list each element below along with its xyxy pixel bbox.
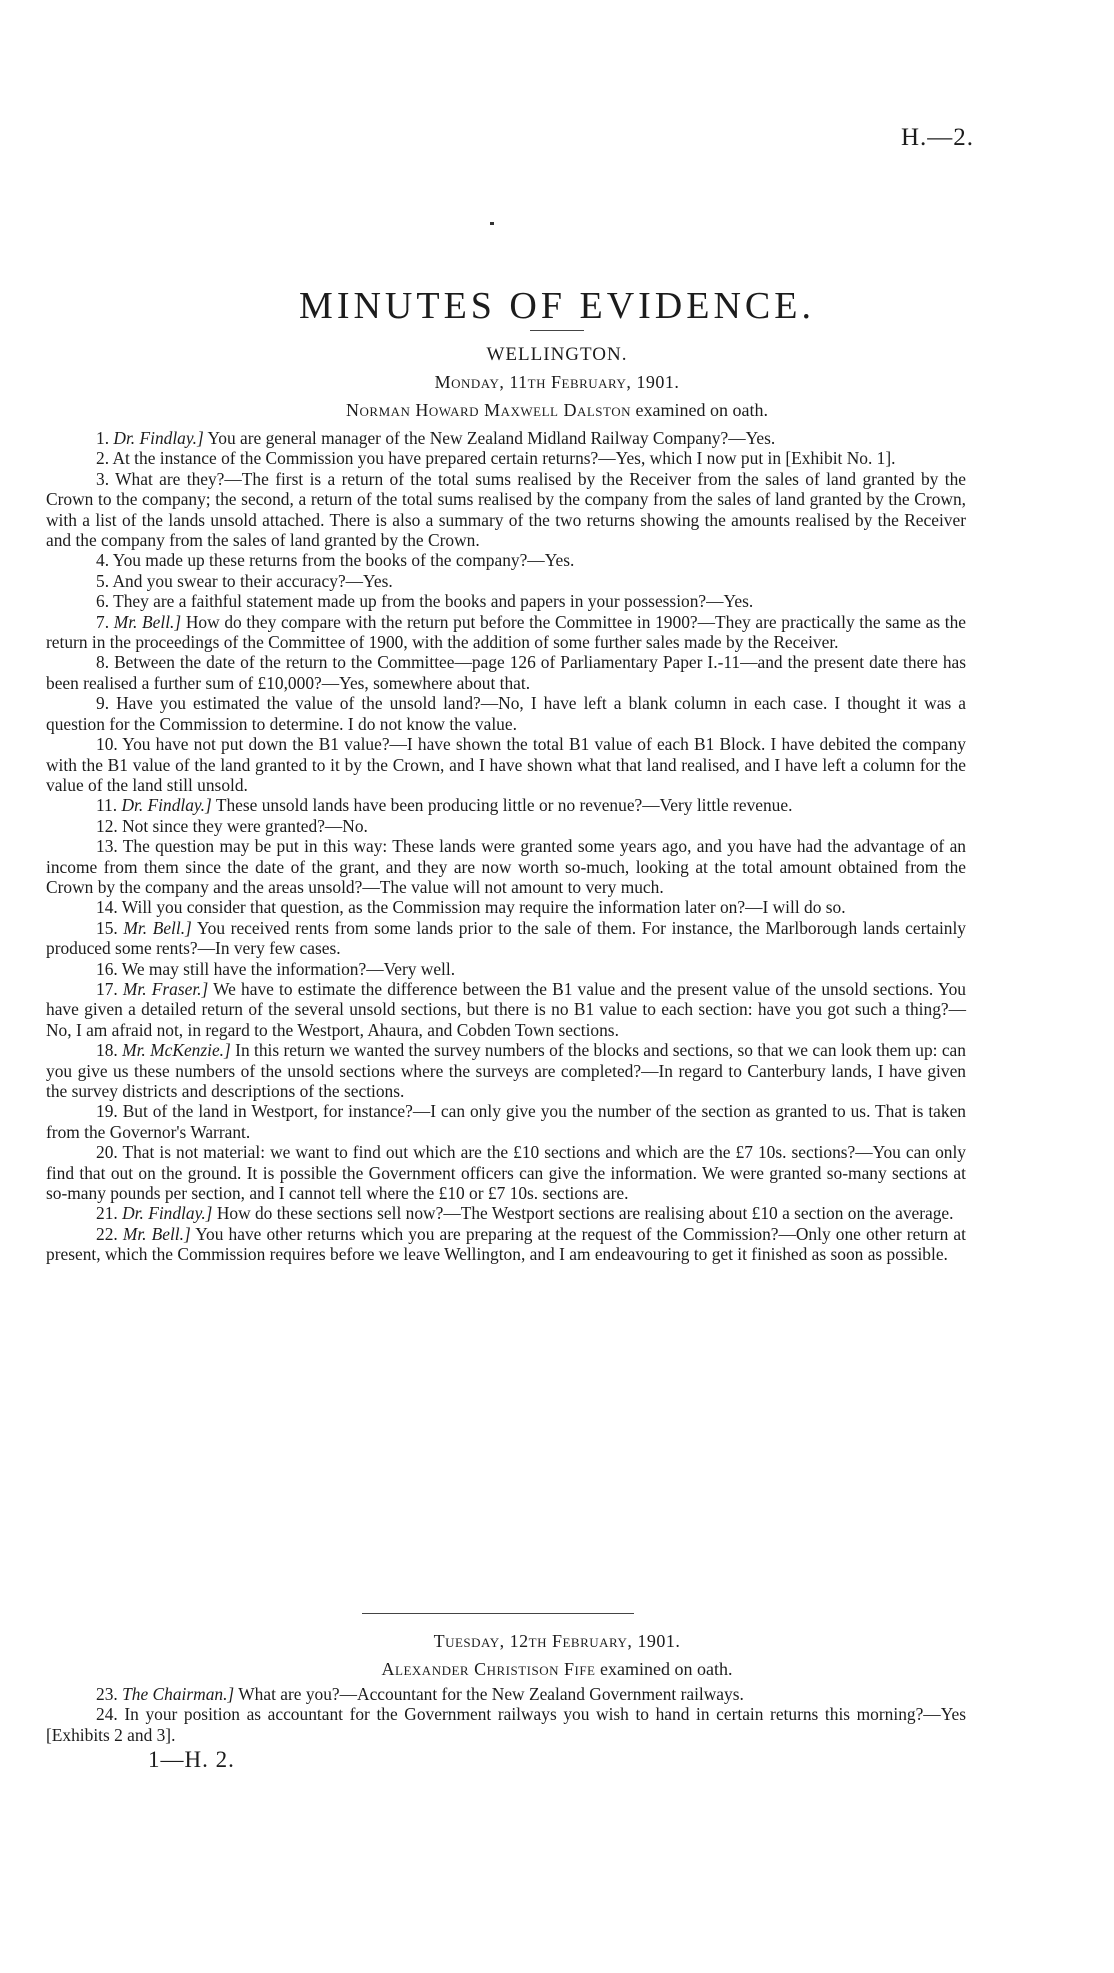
speaker-name: The Chairman.] — [122, 1684, 235, 1704]
evidence-paragraph — [46, 836, 966, 897]
witness-line — [0, 1659, 1114, 1680]
paragraph-text: We have to estimate the difference between the B1 value and the present value of the unsold sections. You have given a detailed return of the several unsold sections, but there is no B1 value to each section: have you got such a thing?—No, I am afraid not, in regard to the Westport, Ahaura, and Cobden Town sections. — [46, 978, 966, 1040]
question-number: 22. — [96, 1223, 118, 1244]
question-number: 19. — [96, 1101, 118, 1122]
evidence-paragraph — [46, 652, 966, 693]
place-heading: WELLINGTON. — [486, 344, 628, 365]
witness-suffix: examined on oath. — [600, 1659, 733, 1679]
section-divider — [362, 1613, 634, 1614]
paragraph-text: Have you estimated the value of the unsold land?—No, I have left a blank column in each case. I thought it was a question for the Commission to determine. I do not know the value. — [46, 693, 966, 734]
witness-line — [0, 400, 1114, 421]
witness-suffix: examined on oath. — [635, 400, 768, 420]
question-number: 9. — [96, 693, 110, 714]
question-number: 20. — [96, 1142, 118, 1163]
paragraph-text: How do these sections sell now?—The Westport sections are realising about £10 a section on the average. — [216, 1203, 954, 1224]
session-date: Tuesday, 12th February, 1901. — [433, 1631, 681, 1651]
paragraph-text: You are general manager of the New Zealand Midland Railway Company?—Yes. — [207, 428, 776, 448]
paragraph-text: You made up these returns from the books of the company?—Yes. — [112, 550, 575, 571]
speaker-name: Dr. Findlay.] — [121, 795, 212, 816]
speaker-name: Mr. Bell.] — [122, 1223, 191, 1244]
evidence-paragraph — [46, 428, 966, 448]
session-date: Monday, 11th February, 1901. — [434, 372, 680, 392]
ink-mark — [490, 222, 494, 225]
question-number: 14. — [96, 897, 118, 918]
evidence-paragraph — [46, 612, 966, 653]
speaker-name: Dr. Findlay.] — [113, 428, 204, 448]
evidence-paragraph — [46, 816, 966, 836]
evidence-paragraph — [46, 979, 966, 1040]
question-number: 15. — [96, 917, 118, 938]
question-number: 18. — [96, 1040, 118, 1061]
title-rule — [530, 330, 584, 331]
evidence-paragraph — [46, 693, 966, 734]
page-signature: 1—H. 2. — [148, 1747, 235, 1772]
speaker-name: Mr. Bell.] — [123, 917, 192, 938]
evidence-block — [46, 428, 966, 1265]
paragraph-text: Not since they were granted?—No. — [122, 815, 368, 836]
evidence-paragraph — [46, 591, 966, 611]
paragraph-text: You have not put down the B1 value?—I have shown the total B1 value of each B1 Block. I have debited the company with the B1 value of the land granted to it by the Crown, and I have shown what that land realised, and I have left a column for the value of the land still unsold. — [46, 734, 966, 795]
speaker-name: Mr. Fraser.] — [122, 978, 209, 999]
paragraph-text: That is not material: we want to find out which are the £10 sections and which are the £7 10s. sections?—You can only find that out on the ground. It is possible the Government officers can give the information. We were granted so-many sections at so-many pounds per section, and I cannot tell where the £10 or £7 10s. sections are. — [46, 1142, 966, 1204]
paragraph-text: How do they compare with the return put before the Committee in 1900?—They are practically the same as the return in the proceedings of the Committee of 1900, with the addition of some further sales made by the Receiver. — [46, 611, 966, 653]
paragraph-text: They are a faithful statement made up from the books and papers in your possession?—Yes. — [113, 591, 754, 612]
question-number: 21. — [96, 1203, 118, 1224]
evidence-paragraph — [46, 734, 966, 795]
question-number: 2. — [96, 448, 110, 469]
question-number: 1. — [96, 428, 110, 448]
evidence-paragraph — [46, 1224, 966, 1265]
evidence-paragraph — [46, 918, 966, 959]
question-number: 11. — [96, 795, 118, 816]
speaker-name: Mr. McKenzie.] — [122, 1040, 231, 1061]
evidence-paragraph — [46, 795, 966, 815]
question-number: 4. — [96, 550, 110, 571]
question-number: 17. — [96, 978, 118, 999]
evidence-paragraph — [46, 1142, 966, 1203]
evidence-paragraph — [46, 448, 966, 468]
paragraph-text: These unsold lands have been producing little or no revenue?—Very little revenue. — [215, 795, 793, 816]
question-number: 12. — [96, 815, 118, 836]
evidence-paragraph — [46, 1704, 966, 1745]
evidence-paragraph — [46, 1101, 966, 1142]
evidence-block — [46, 1684, 966, 1745]
paragraph-text: What are they?—The first is a return of the total sums realised by the Receiver from the sales of land granted by the Crown to the company; the second, a return of the total sums realised by the company from the sales of land granted by the Crown, with a list of the lands unsold attached. There is also a summary of the two returns showing the amounts realised by the Receiver and the company from the sales of land granted by the Crown. — [46, 468, 966, 551]
question-number: 7. — [96, 611, 110, 632]
evidence-paragraph — [46, 469, 966, 551]
question-number: 23. — [96, 1684, 118, 1704]
evidence-paragraph — [46, 1684, 966, 1704]
question-number: 8. — [96, 652, 110, 673]
question-number: 6. — [96, 591, 110, 612]
evidence-paragraph — [46, 959, 966, 979]
paragraph-text: We may still have the information?—Very well. — [121, 958, 456, 979]
paragraph-text: In your position as accountant for the Government railways you wish to hand in certain returns this morning?—Yes [Exhibits 2 and 3]. — [46, 1704, 966, 1745]
evidence-paragraph — [46, 1040, 966, 1101]
paragraph-text: The question may be put in this way: These lands were granted some years ago, and you have had the advantage of an income from them since the date of the grant, and they are now worth so-much, looking at the total amount obtained from the Crown by the company and the areas unsold?—The value will not amount to very much. — [46, 836, 966, 897]
paragraph-text: Will you consider that question, as the Commission may require the information later on?—I will do so. — [121, 897, 846, 918]
question-number: 5. — [96, 570, 110, 591]
evidence-paragraph — [46, 897, 966, 917]
paragraph-text: Between the date of the return to the Committee—page 126 of Parliamentary Paper I.-11—and the present date there has been realised a further sum of £10,000?—Yes, somewhere about that. — [46, 652, 966, 693]
question-number: 16. — [96, 958, 118, 979]
speaker-name: Dr. Findlay.] — [122, 1203, 213, 1224]
question-number: 24. — [96, 1704, 118, 1725]
page-title: MINUTES OF EVIDENCE. — [299, 285, 815, 327]
question-number: 3. — [96, 468, 110, 489]
paragraph-text: At the instance of the Commission you have prepared certain returns?—Yes, which I now put in [Exhibit No. 1]. — [112, 448, 896, 469]
paragraph-text: You received rents from some lands prior to the sale of them. For instance, the Marlborough lands certainly produced some rents?—In very few cases. — [46, 917, 966, 959]
evidence-paragraph — [46, 550, 966, 570]
evidence-paragraph — [46, 571, 966, 591]
witness-name: Alexander Christison Fife — [381, 1659, 596, 1679]
speaker-name: Mr. Bell.] — [113, 611, 182, 632]
paragraph-text: In this return we wanted the survey numbers of the blocks and sections, so that we can look them up: can you give us these numbers of the unsold sections where the surveys are completed?—In regard to Canterbury lands, I have given the survey districts and descriptions of the sections. — [46, 1040, 966, 1101]
paragraph-text: But of the land in Westport, for instance?—I can only give you the number of the section as granted to us. That is taken from the Governor's Warrant. — [46, 1101, 966, 1142]
evidence-paragraph — [46, 1203, 966, 1223]
question-number: 10. — [96, 734, 118, 755]
page-reference: H.—2. — [900, 124, 974, 151]
paragraph-text: What are you?—Accountant for the New Zealand Government railways. — [238, 1684, 744, 1704]
question-number: 13. — [96, 836, 118, 857]
paragraph-text: You have other returns which you are preparing at the request of the Commission?—Only one other return at present, which the Commission requires before we leave Wellington, and I am endeavouring to get it finished as soon as possible. — [46, 1223, 966, 1265]
witness-name: Norman Howard Maxwell Dalston — [346, 400, 631, 420]
paragraph-text: And you swear to their accuracy?—Yes. — [112, 570, 393, 591]
